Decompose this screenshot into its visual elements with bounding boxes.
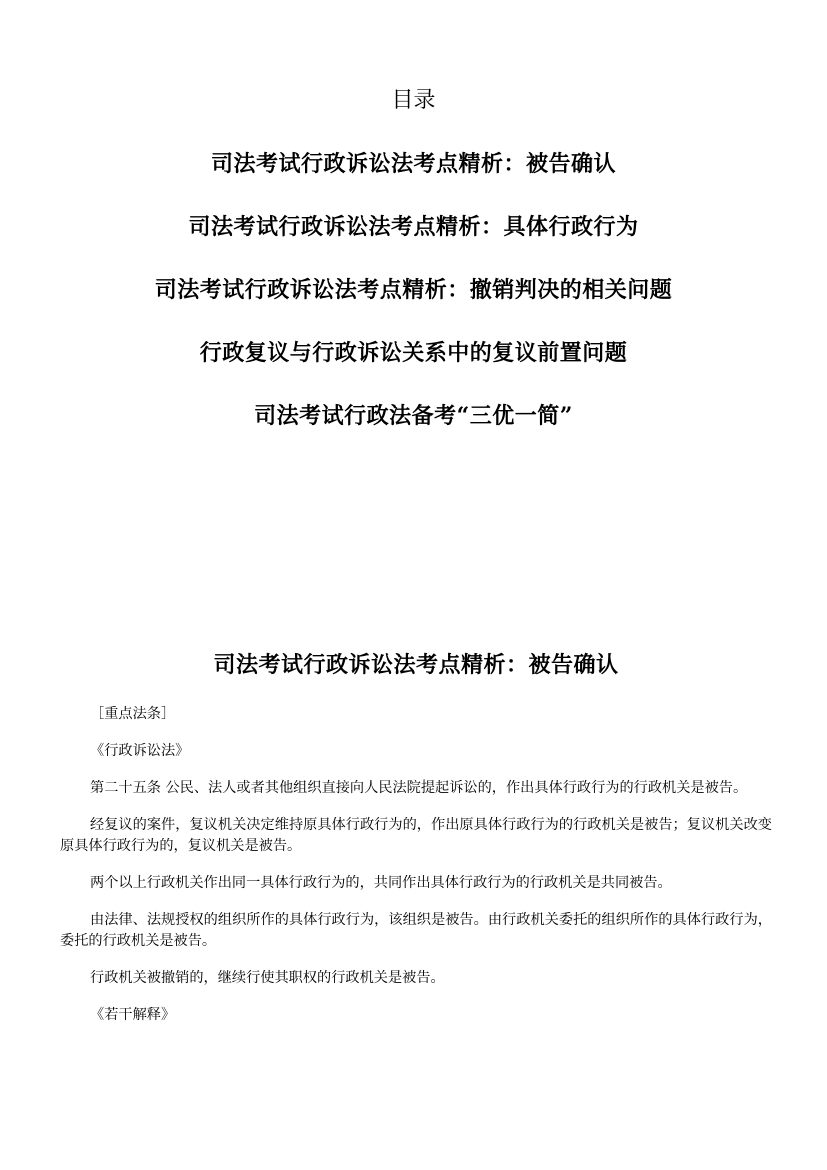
paragraph-law-name: 《行政诉讼法》 xyxy=(90,743,190,759)
toc-entry[interactable]: 司法考试行政法备考“三优一简” xyxy=(254,403,573,429)
table-of-contents xyxy=(0,84,827,462)
section-title: 司法考试行政诉讼法考点精析：被告确认 xyxy=(213,652,619,678)
article-section xyxy=(60,648,772,1042)
toc-entry[interactable]: 行政复议与行政诉讼关系中的复议前置问题 xyxy=(199,340,628,366)
paragraph-reconsideration: 经复议的案件，复议机关决定维持原具体行政行为的，作出原具体行政行为的行政机关是被告；复议机关改变原具体行政行为的，复议机关是被告。 xyxy=(60,817,772,854)
paragraph-abolished-agency: 行政机关被撤销的，继续行使其职权的行政机关是被告。 xyxy=(90,970,445,986)
paragraph-key-provisions-label: ［重点法条］ xyxy=(90,706,176,722)
toc-entry[interactable]: 司法考试行政诉讼法考点精析：具体行政行为 xyxy=(188,214,639,240)
toc-entry[interactable]: 司法考试行政诉讼法考点精析：撤销判决的相关问题 xyxy=(154,277,673,303)
paragraph-authorized-organizations: 由法律、法规授权的组织所作的具体行政行为，该组织是被告。由行政机关委托的组织所作的具体行政行为，委托的行政机关是被告。 xyxy=(60,912,772,949)
paragraph-joint-defendants: 两个以上行政机关作出同一具体行政行为的，共同作出具体行政行为的行政机关是共同被告。 xyxy=(90,875,672,891)
toc-title: 目录 xyxy=(391,88,436,113)
paragraph-article-25: 第二十五条 公民、法人或者其他组织直接向人民法院提起诉讼的，作出具体行政行为的行政机关是被告。 xyxy=(90,780,748,796)
toc-entry[interactable]: 司法考试行政诉讼法考点精析：被告确认 xyxy=(210,151,616,177)
toc-list xyxy=(0,147,827,433)
paragraph-interpretation-name: 《若干解释》 xyxy=(90,1007,176,1023)
